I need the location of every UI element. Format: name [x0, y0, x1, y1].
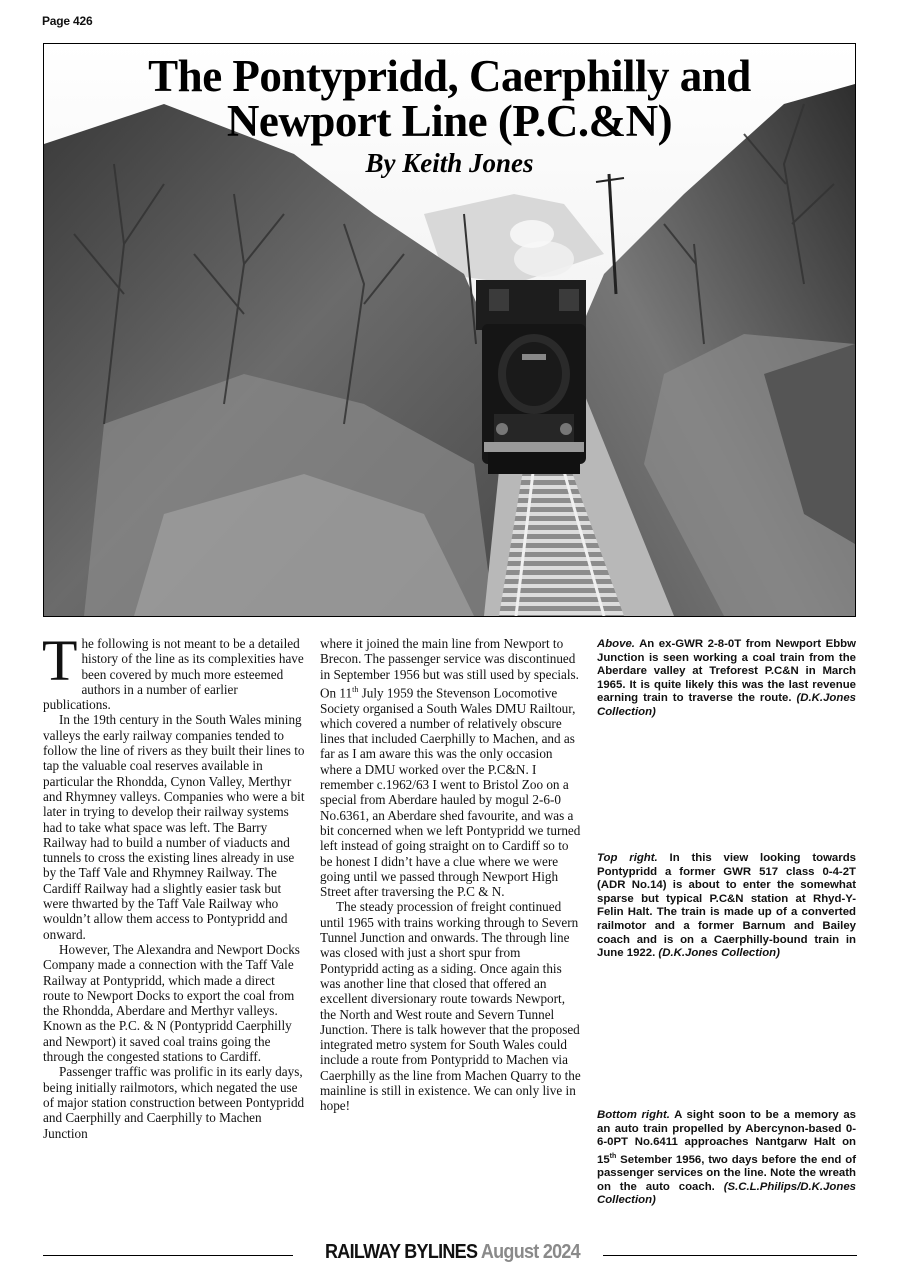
article-title-line1: The Pontypridd, Caerphilly and — [148, 51, 751, 101]
footer-masthead — [45, 1241, 860, 1264]
article-heading — [44, 51, 855, 178]
body-paragraph: In the 19th century in the South Wales mining valleys the early railway companies tended to follow the line of rivers as they built their lines to tap the valuable coal reserves available in particular the Rhondda, Cynon Valley, Merthyr and Rhymney valleys. Companies who were a bit later in trying to develop their railway systems had to take what space was left. The Barry Railway had to build a number of viaducts and tunnels to cross the existing lines already in use by the Taff Vale and Rhymney Railway. The Cardiff Railway had a slightly easier task but were thwarted by the Taff Vale Railway who wouldn’t allow them access to Pontypridd and onward. — [43, 712, 305, 942]
caption-bottom-right: Bottom right. A sight soon to be a memory as an auto train propelled by Abercynon-based 0-6-0PT No.6411 approaches Nantgarw Halt on 15th Setember 1956, two days before the end of passenger services on the line. Note the wreath on the auto coach. (S.C.L.Philips/D.K.Jones Collection) — [597, 1109, 857, 1207]
body-column-2 — [320, 636, 582, 1114]
body-paragraph: Passenger traffic was prolific in its early days, being initially railmotors, which negated the use of major station construction between Pontypridd and Caerphilly and Caerphilly to Machen Junction — [43, 1064, 305, 1141]
footer-magazine: RAILWAY BYLINES — [325, 1241, 478, 1263]
body-paragraph: However, The Alexandra and Newport Docks Company made a connection with the Taff Vale Railway at Pontypridd, which made a direct route to Newport Docks to export the coal from the Rhondda, Aberdare and Merthyr valleys. Known as the P.C. & N (Pontypridd Caerphilly and Newport) it saved coal trains going the through the congested stations to Cardiff. — [43, 941, 300, 1065]
caption-top-right: Top right. In this view looking towards Pontypridd a former GWR 517 class 0-4-2T (ADR No.14) is about to enter the somewhat sparse but typical P.C&N station at Rhyd-Y-Felin Halt. The train is made up of a converted railmotor and a former Barnum and Bailey coach and is on a Caerphilly-bound train in June 1922. (D.K.Jones Collection) — [597, 852, 856, 960]
article-title-line2: Newport Line (P.C.&N) — [226, 96, 673, 146]
body-paragraph: The following is not meant to be a detailed history of the line as its complexities have been covered by much more esteemed authors in a number of earlier publications. — [42, 628, 304, 713]
footer-issue: August 2024 — [480, 1241, 580, 1263]
header-photo — [43, 43, 856, 617]
body-column-1 — [42, 628, 305, 1141]
drop-cap: T — [42, 628, 78, 693]
body-paragraph: The steady procession of freight continued until 1965 with trains working through to Severn Tunnel Junction and onwards. The through line was closed with just a short spur from Pontypridd acting as a siding. Once again this was another line that closed that offered an excellent diversionary route towards Newport, the North and West route and Severn Tunnel Junction. There is talk however that the proposed integrated metro system for South Wales could include a route from Pontypridd to Machen via Caerphilly as the line from Machen Quarry to the mainline is still in existence. We can only live in hope! — [320, 899, 581, 1114]
body-paragraph: where it joined the main line from Newport to Brecon. The passenger service was discontinued in September 1956 but was still used by specials. On 11th July 1959 the Stevenson Locomotive Society organised a South Wales DMU Railtour, which covered a number of relatively obscure lines that included Caerphilly to Machen, and as far as I am aware this was the only occasion where a DMU worked over the P.C&N. I remember c.1962/63 I went to Bristol Zoo on a special from Aberdare hauled by mogul 2-6-0 No.6361, an Aberdare shed favourite, and was a bit concerned when we left Pontypridd we turned left instead of going straight on to Cardiff so to be honest I didn’t have a clue where we were going until we passed through Newport High Street after traversing the P.C & N. — [320, 636, 581, 900]
locomotive — [476, 280, 586, 474]
page-number: Page 426 — [42, 14, 93, 28]
article-byline: By Keith Jones — [365, 148, 534, 178]
caption-above: Above. An ex-GWR 2-8-0T from Newport Ebbw Junction is seen working a coal train from the Aberdare valley at Treforest P.C&N in March 1965. It is quite likely this was the last revenue earning train to traverse the route. (D.K.Jones Collection) — [597, 638, 856, 718]
